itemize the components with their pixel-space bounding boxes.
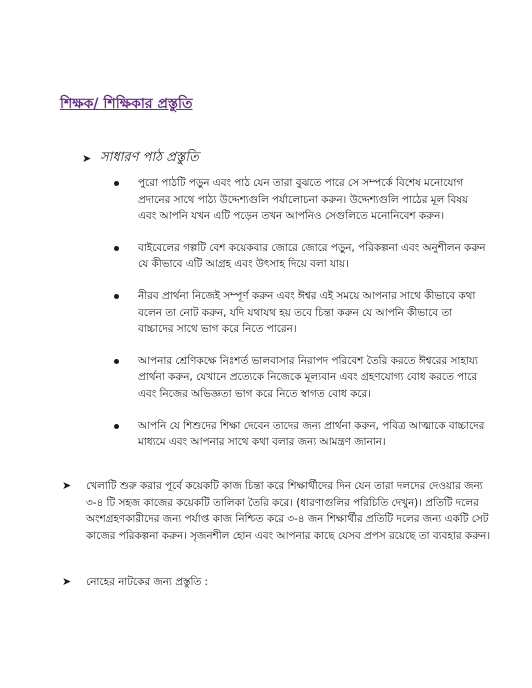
list-item: [108, 288, 488, 338]
list-item-text: বাইবেলের গল্পটি বেশ কয়েকবার জোরে জোরে পড়ুন, পরিকল্পনা এবং অনুশীলন করুন যে কীভাবে এটি আগ্রহ এবং উৎসাহ দিয়ে বলা যায়।: [138, 241, 486, 271]
bullet-list: [108, 175, 488, 466]
list-item-text: আপনার শ্রেণিকক্ষে নিঃশর্ত ভালবাসার নিরাপদ পরিবেশ তৈরি করতে ঈশ্বরের সাহায্য প্রার্থনা করুন, যেখানে প্রত্যেকে নিজেকে মূল্যবান এবং গ্রহণযোগ্য বোধ করতে পারে এবং নিজের অভিজ্ঞতা ভাগ করে নিতে স্বাগত বোধ করে।: [138, 354, 478, 400]
paragraph-noah-drama: [62, 574, 492, 591]
round-bullet-icon: [114, 294, 119, 299]
list-item: [108, 353, 488, 403]
round-bullet-icon: [114, 359, 119, 364]
list-item-text: আপনি যে শিশুদের শিক্ষা দেবেন তাদের জন্য প্রার্থনা করুন, পবিত্র আত্মাকে বাচ্চাদের মাধ্যমে এবং আপনার সাথে কথা বলার জন্য আমন্ত্রণ জানান।: [138, 419, 485, 449]
paragraph-text: নোহের নাটকের জন্য প্রস্তুতি :: [86, 576, 209, 588]
list-item: [108, 240, 488, 273]
paragraph-game-preparation: [62, 478, 492, 544]
round-bullet-icon: [114, 424, 119, 429]
section-heading: [82, 148, 199, 169]
list-item-text: নীরব প্রার্থনা নিজেই সম্পূর্ণ করুন এবং ঈশ্বর এই সময়ে আপনার সাথে কীভাবে কথা বলেন তা নোট করুন, যদি যথাযথ হয় তবে চিন্তা করুন যে আপনি কীভাবে তা বাচ্চাদের সাথে ভাগ করে নিতে পারেন।: [138, 289, 476, 336]
page-title: শিক্ষক/ শিক্ষিকার প্রস্তুতি: [60, 96, 193, 112]
list-item: [108, 418, 488, 451]
list-item-text: পুরো পাঠটি পড়ুন এবং পাঠ যেন তারা বুঝতে পারে সে সম্পর্কে বিশেষ মনোযোগ প্রদানের সাথে পাঠ্য উদ্দেশ্যগুলি পর্যালোচনা করুন। উদ্দেশ্যগুলি পাঠের মূল বিষয় এবং আপনি যখন এটি পড়েন তখন আপনিও সেগুলিতে মনোনিবেশ করুন।: [138, 177, 469, 223]
list-item: [108, 175, 488, 225]
round-bullet-icon: [114, 246, 119, 251]
arrowhead-bullet-icon: ➤: [62, 575, 72, 588]
arrowhead-bullet-icon: ➤: [62, 479, 72, 492]
arrowhead-bullet-icon: ➤: [82, 152, 92, 165]
paragraph-text: খেলাটি শুরু করার পূর্বে কয়েকটি কাজ চিন্তা করে শিক্ষার্থীদের দিন যেন তারা দলদের দেওয়ার জন্য ৩-৪ টি সহজ কাজের কয়েকটি তালিকা তৈরি করে। (ধারণাগুলির পরিচিতি দেখুন)। প্রতিটি দলের অংশগ্রহণকারীদের জন্য পর্যাপ্ত কাজ নিশ্চিত করে ৩-৪ জন শিক্ষার্থীর প্রতিটি দলের জন্য একটি সেট কাজের পরিকল্পনা করুন। সৃজনশীল হোন এবং আপনার কাছে যেসব প্রপস রয়েছে তা ব্যবহার করুন।: [86, 480, 491, 542]
round-bullet-icon: [114, 181, 119, 186]
section-heading-text: সাধারণ পাঠ প্রস্তুতি: [100, 150, 199, 165]
